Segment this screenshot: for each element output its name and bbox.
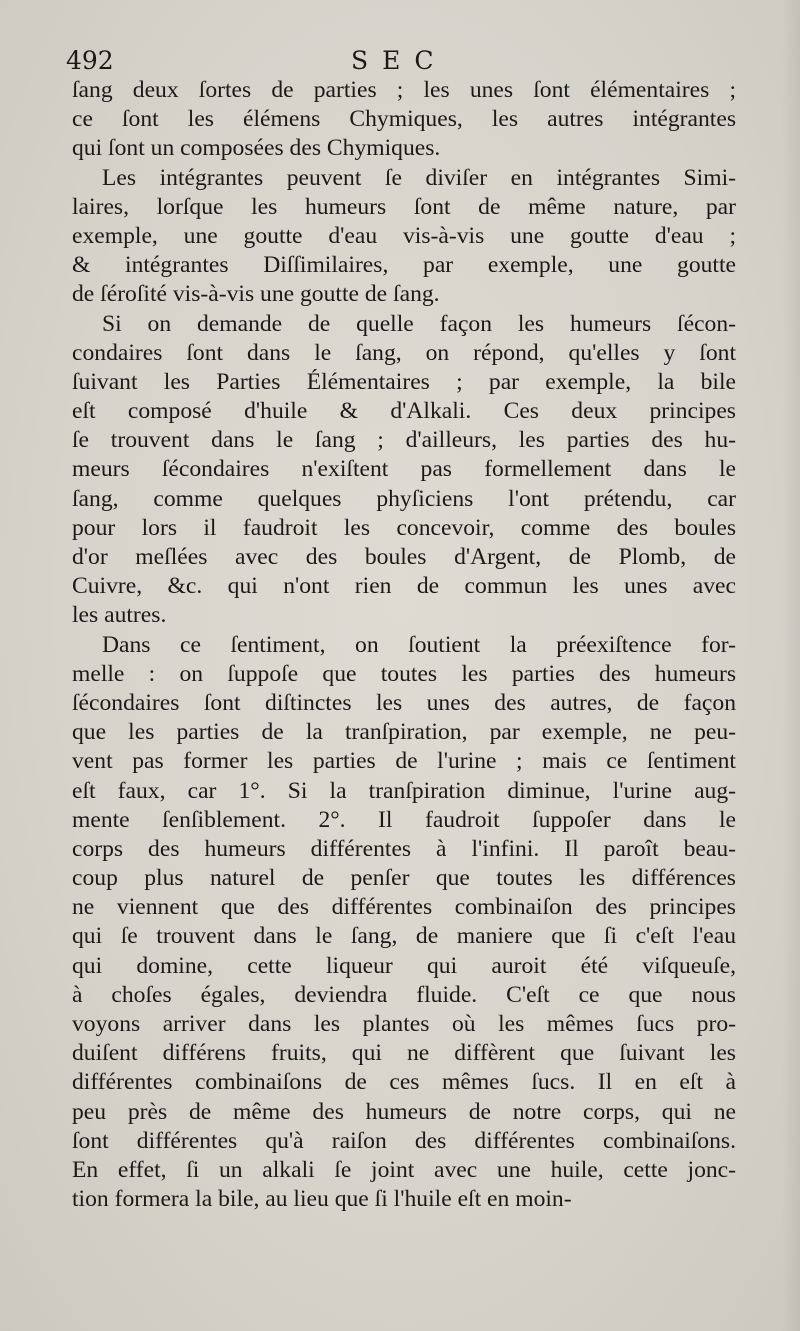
text-line: ſe trouvent dans le ſang ; d'ailleurs, les parties des hu- — [72, 427, 736, 454]
text-line: les autres. — [72, 602, 167, 629]
text-line: & intégrantes Diſſimilaires, par exemple, une goutte — [72, 252, 736, 279]
page-header — [66, 46, 736, 80]
text-line: ſont différentes qu'à raiſon des différentes combinaiſons. — [72, 1127, 736, 1154]
page-edge-shadow — [782, 0, 800, 1331]
text-line: qui ſe trouvent dans le ſang, de maniere que ſi c'eſt l'eau — [72, 923, 736, 950]
text-line: eſt faux, car 1°. Si la tranſpiration diminue, l'urine aug- — [72, 777, 736, 804]
text-line: de ſéroſité vis-à-vis une goutte de ſang. — [72, 281, 440, 308]
text-line: ſang deux ſortes de parties ; les unes ſont élémentaires ; — [72, 77, 736, 103]
text-line: à choſes égales, deviendra fluide. C'eſt ce que nous — [72, 981, 736, 1008]
text-line: vent pas former les parties de l'urine ; mais ce ſentiment — [72, 748, 736, 775]
text-line: eſt composé d'huile & d'Alkali. Ces deux principes — [72, 398, 736, 425]
running-head: SEC — [351, 46, 448, 75]
page-number: 492 — [66, 46, 114, 75]
text-line: duiſent différens fruits, qui ne diffèrent que ſuivant les — [72, 1040, 736, 1067]
text-line: différentes combinaiſons de ces mêmes ſucs. Il en eſt à — [72, 1069, 736, 1096]
text-line: exemple, une goutte d'eau vis-à-vis une goutte d'eau ; — [72, 222, 736, 249]
text-line: coup plus naturel de penſer que toutes les différences — [72, 865, 736, 892]
text-line: ſécondaires ſont diſtinctes les unes des autres, de façon — [72, 689, 736, 716]
text-line: En effet, ſi un alkali ſe joint avec une huile, cette jonc- — [72, 1156, 736, 1183]
text-line: d'or meſlées avec des boules d'Argent, de Plomb, de — [72, 544, 736, 570]
paragraph — [72, 76, 736, 164]
text-line: qui ſont un composées des Chymiques. — [72, 135, 441, 162]
paragraph — [72, 310, 736, 631]
text-line: ce ſont les élémens Chymiques, les autres intégrantes — [72, 106, 736, 133]
text-line: ſuivant les Parties Élémentaires ; par exemple, la bile — [72, 368, 736, 395]
text-line: voyons arriver dans les plantes où les mêmes ſucs pro- — [72, 1011, 736, 1037]
paragraph — [72, 631, 736, 1215]
text-line: Dans ce ſentiment, on ſoutient la préexiſtence for- — [102, 631, 736, 658]
text-line: laires, lorſque les humeurs ſont de même nature, par — [72, 193, 736, 220]
text-line: mente ſenſiblement. 2°. Il faudroit ſuppoſer dans le — [72, 806, 736, 833]
text-line: corps des humeurs différentes à l'infini. Il paroît beau- — [72, 835, 736, 862]
text-line: Cuivre, &c. qui n'ont rien de commun les unes avec — [72, 573, 736, 600]
paragraph — [72, 164, 736, 310]
text-line: qui domine, cette liqueur qui auroit été viſqueuſe, — [72, 952, 736, 979]
text-line: pour lors il faudroit les concevoir, comme des boules — [72, 514, 736, 541]
text-line: peu près de même des humeurs de notre corps, qui ne — [72, 1098, 736, 1125]
text-line: ne viennent que des différentes combinaiſon des principes — [72, 894, 736, 921]
text-line: tion formera la bile, au lieu que ſi l'huile eſt en moin- — [72, 1186, 572, 1213]
text-line: Si on demande de quelle façon les humeurs ſécon- — [102, 310, 736, 337]
text-line: Les intégrantes peuvent ſe diviſer en intégrantes Simi- — [102, 164, 736, 191]
text-line: melle : on ſuppoſe que toutes les parties des humeurs — [72, 660, 736, 687]
text-line: condaires ſont dans le ſang, on répond, qu'elles y ſont — [72, 339, 736, 366]
text-line: que les parties de la tranſpiration, par exemple, ne peu- — [72, 719, 736, 746]
body-text — [72, 76, 736, 1214]
text-line: meurs ſécondaires n'exiſtent pas formellement dans le — [72, 456, 736, 483]
text-line: ſang, comme quelques phyſiciens l'ont prétendu, car — [72, 485, 736, 512]
